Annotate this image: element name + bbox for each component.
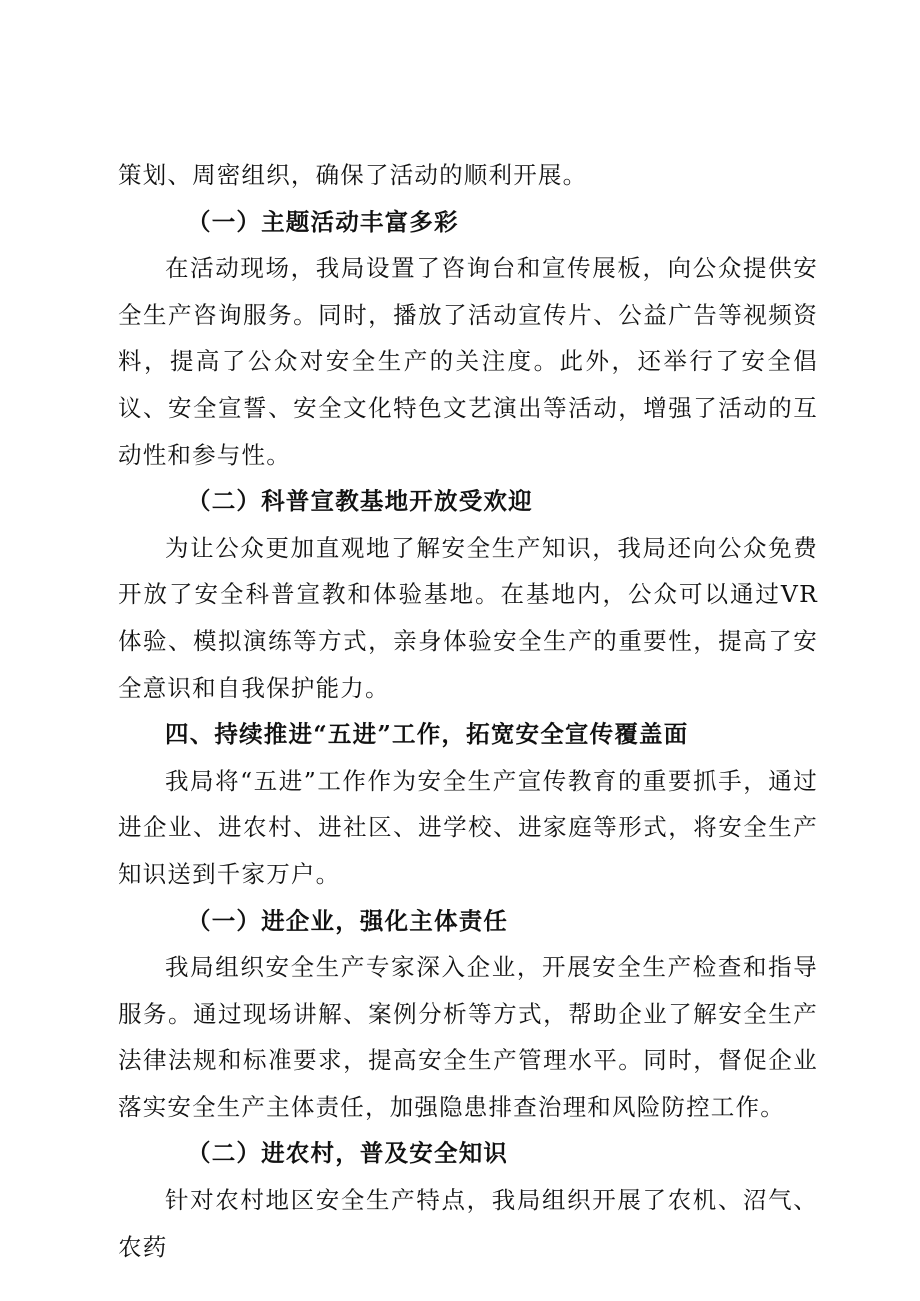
subheading-rural: （二）进农村，普及安全知识 [187, 1139, 509, 1168]
paragraph-continued: 策划、周密组织，确保了活动的顺利开展。 [118, 161, 588, 189]
subheading-theme-activities: （一）主题活动丰富多彩 [187, 207, 459, 236]
paragraph-science-base: 为让公众更加直观地了解安全生产知识，我局还向公众免费开放了安全科普宣教和体验基地。在基地内，公众可以通过VR体验、模拟演练等方式，亲身体验安全生产的重要性，提高了安全意识和自我保护能力。 [118, 533, 818, 702]
subheading-enterprises: （一）进企业，强化主体责任 [187, 906, 509, 935]
paragraph-rural: 针对农村地区安全生产特点，我局组织开展了农机、沼气、农药 [118, 1186, 818, 1261]
paragraph-activity-site: 在活动现场，我局设置了咨询台和宣传展板，向公众提供安全生产咨询服务。同时，播放了活动宣传片、公益广告等视频资料，提高了公众对安全生产的关注度。此外，还举行了安全倡议、安全宣誓、安全文化特色文艺演出等活动，增强了活动的互动性和参与性。 [118, 254, 818, 469]
paragraph-enterprises: 我局组织安全生产专家深入企业，开展安全生产检查和指导服务。通过现场讲解、案例分析等方式，帮助企业了解安全生产法律法规和标准要求，提高安全生产管理水平。同时，督促企业落实安全生产主体责任，加强隐患排查治理和风险防控工作。 [118, 953, 818, 1121]
paragraph-five-entries: 我局将“五进”工作作为安全生产宣传教育的重要抓手，通过进企业、进农村、进社区、进学校、进家庭等形式，将安全生产知识送到千家万户。 [118, 766, 818, 888]
document-body [118, 152, 818, 1270]
heading-five-entries: 四、持续推进“五进”工作，拓宽安全宣传覆盖面 [165, 720, 689, 749]
subheading-science-base: （二）科普宣教基地开放受欢迎 [187, 487, 533, 516]
